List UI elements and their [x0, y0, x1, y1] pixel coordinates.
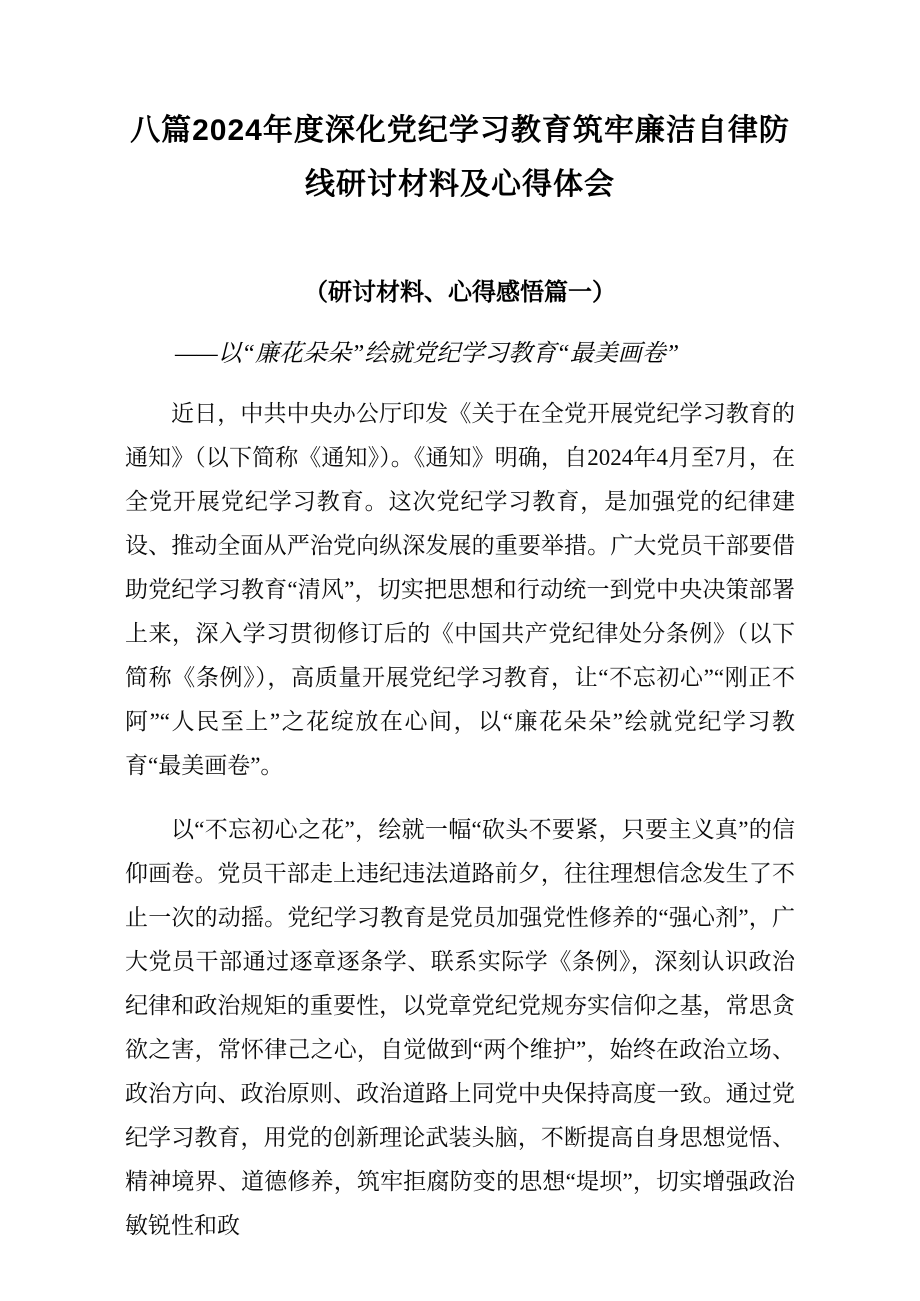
body-paragraph: 近日，中共中央办公厅印发《关于在全党开展党纪学习教育的通知》（以下简称《通知》）。《通知》明确，自2024年4月至7月，在全党开展党纪学习教育。这次党纪学习教育，是加强党的纪律建设、推动全面从严治党向纵深发展的重要举措。广大党员干部要借助党纪学习教育“清风”，切实把思想和行动统一到党中央决策部署上来，深入学习贯彻修订后的《中国共产党纪律处分条例》（以下简称《条例》），高质量开展党纪学习教育，让“不忘初心”“刚正不阿”“人民至上”之花绽放在心间，以“廉花朵朵”绘就党纪学习教育“最美画卷”。	[125, 401, 795, 778]
section-heading: （研讨材料、心得感悟篇一）	[304, 279, 616, 306]
subtitle-byline: ——以“廉花朵朵”绘就党纪学习教育“最美画卷”	[175, 341, 680, 367]
document-title: 八篇2024年度深化党纪学习教育筑牢廉洁自律防线研讨材料及心得体会	[130, 114, 790, 201]
document-body	[125, 392, 795, 1248]
document-content	[125, 0, 795, 1248]
body-paragraph: 以“不忘初心之花”，绘就一幅“砍头不要紧，只要主义真”的信仰画卷。党员干部走上违纪违法道路前夕，往往理想信念发生了不止一次的动摇。党纪学习教育是党员加强党性修养的“强心剂”，广大党员干部通过逐章逐条学、联系实际学《条例》，深刻认识政治纪律和政治规矩的重要性，以党章党纪党规夯实信仰之基，常思贪欲之害，常怀律己之心，自觉做到“两个维护”，始终在政治立场、政治方向、政治原则、政治道路上同党中央保持高度一致。通过党纪学习教育，用党的创新理论武装头脑，不断提高自身思想觉悟、精神境界、道德修养，筑牢拒腐防变的思想“堤坝”，切实增强政治敏锐性和政	[125, 817, 795, 1238]
